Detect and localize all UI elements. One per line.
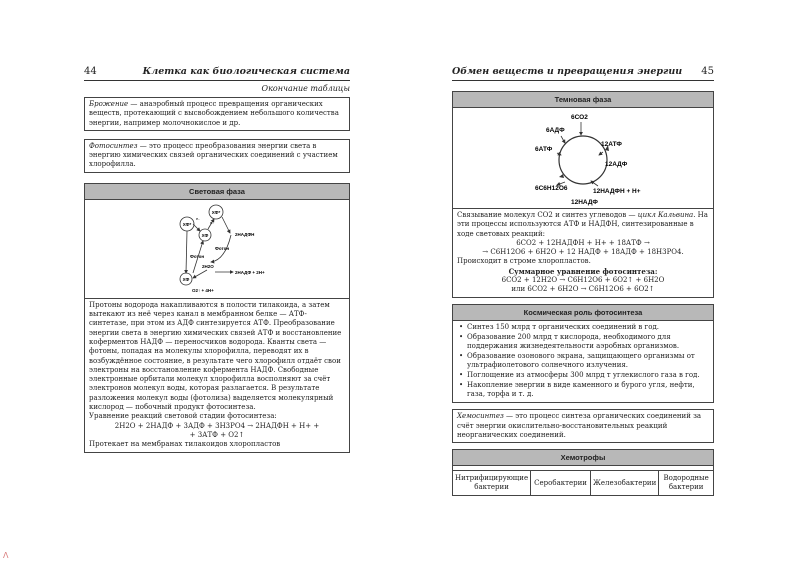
light-phase-description	[85, 299, 349, 452]
fermentation-text: — анаэробный процесс превращения органических веществ, протекающий с высвобождением небольшого количества энергии, например молочнокислое и др.	[89, 100, 339, 127]
table-cell: Водородные бактерии	[659, 471, 713, 496]
table-cell: Серобактерии	[531, 471, 591, 496]
adp12-label: 12АДФ	[605, 161, 628, 168]
dark-phase-title: Темновая фаза	[453, 92, 713, 108]
photosynthesis-definition	[84, 139, 350, 173]
dark-phase-text-1: Связывание молекул СО2 и синтез углеводов —	[457, 211, 638, 219]
cosmic-role-section	[452, 304, 714, 404]
cosmic-role-title: Космическая роль фотосинтеза	[453, 305, 713, 321]
adp-label: 6АДФ	[546, 127, 565, 134]
dark-equation-line2: → С6Н12О6 + 6Н2О + 12 НАДФ + 18АДФ + 18Н3РО4.	[482, 248, 684, 257]
dark-phase-text	[457, 211, 709, 239]
light-equation-intro: Уравнение реакций световой стадии фотосинтеза:	[89, 412, 277, 421]
dark-phase-section	[452, 91, 714, 298]
chemotrophs-table	[453, 470, 713, 495]
list-item: • Образование озонового экрана, защищающего организмы от ультрафиолетового солнечного излучения.	[467, 352, 709, 370]
photon-label-1: Фотон	[215, 245, 230, 251]
chemosynthesis-text: — это процесс синтеза органических соединений за счёт энергии окислительно-восстановительных реакций неорганических соединений.	[457, 412, 702, 440]
running-head-title: Клетка как биологическая система	[142, 66, 350, 77]
dark-phase-description	[453, 209, 713, 297]
photosynthesis-term: Фотосинтез	[89, 141, 138, 150]
right-page	[452, 60, 714, 502]
light-phase-text: Протоны водорода накапливаются в полости тилакоида, а затем вытекают из неё через канал в мембранном белке — АТФ-синтетазе, при этом из АДФ синтезируется АТФ. Преобразование энергии света в энергию химических связей АТФ и восстановление коферментов НАДФ — переносчиков водорода. Кванты света — фотоны, попадая на молекулы хлорофилла, переводят их в возбуждённое состояние, в результате чего хлорофилл отдаёт свои электроны на восстановление кофермента НАДФ. Свободные электронные орбитали молекул хлорофилла восполняют за счёт электронов молекул воды, которая разлагается. В результате разложения молекул воды (фотолиза) выделяется молекулярный кислород — побочный продукт фотосинтеза.	[89, 300, 342, 412]
xf-label-3: ХФ	[182, 276, 190, 282]
light-phase-diagram	[85, 200, 349, 299]
light-equation-line1: 2Н2О + 2НАДФ + 3АДФ + 3Н3РО4 → 2НАДФН + Н+ +	[114, 421, 320, 430]
summary-equation-2: или 6СО2 + 6Н2О → С6Н12О6 + 6О2↑	[511, 285, 655, 294]
chemosynthesis-definition	[452, 409, 714, 443]
atp12-label: 12АТФ	[601, 141, 622, 148]
chemotrophs-section	[452, 449, 714, 496]
electron-label-2: е-	[210, 219, 214, 225]
electron-label-1: е-	[196, 215, 200, 221]
photosynthesis-text: — это процесс преобразования энергии света в энергию химических связей органических соединений с участием хлорофилла.	[89, 141, 338, 169]
calvin-cycle-diagram	[453, 108, 713, 209]
co2-label: 6СО2	[571, 114, 588, 121]
summary-equation-1: 6СО2 + 12Н2О → С6Н12О6 + 6О2↑ + 6Н2О	[501, 276, 665, 285]
light-phase-location: Протекает на мембранах тилакоидов хлоропластов	[89, 440, 281, 449]
atp6-label: 6АТФ	[535, 146, 553, 153]
xf-label-top: ХФ*	[211, 209, 221, 215]
water-label: 2Н2О	[202, 263, 214, 269]
photon-label-2: Фотон	[190, 253, 205, 259]
calvin-cycle-term: цикл Кальвина	[637, 211, 694, 219]
corner-mark: Λ	[3, 551, 9, 560]
dark-phase-text-2: . На эти процессы используются АТФ и НАДФН, синтезированные в ходе световых реакций:	[457, 211, 708, 238]
light-equation-line2: + 3АТФ + О2↑	[189, 430, 245, 439]
fermentation-term: Брожение	[89, 100, 129, 108]
nadph-label: 2НАДФН	[235, 231, 255, 237]
summary-equation-title: Суммарное уравнение фотосинтеза:	[508, 266, 658, 276]
light-phase-title: Световая фаза	[85, 184, 349, 200]
left-running-header	[84, 60, 350, 81]
calvin-cycle-ring	[559, 136, 607, 184]
table-continuation-label: Окончание таблицы	[261, 84, 350, 93]
table-cell: Железобактерии	[591, 471, 659, 496]
glucose-label: 6С6Н12О6	[535, 185, 568, 192]
list-item: • Синтез 150 млрд т органических соединений в год.	[467, 323, 709, 332]
left-page	[84, 60, 350, 459]
nadph12-label: 12НАДФН + Н+	[593, 188, 641, 195]
list-item: • Образование 200 млрд т кислорода, необходимого для поддержания жизнедеятельности аэробных организмов.	[467, 333, 709, 351]
page-number: 45	[701, 66, 714, 77]
xf-label-1: ХФ*	[182, 221, 192, 227]
running-head-title: Обмен веществ и превращения энергии	[452, 66, 683, 77]
nadp-label: 2НАДФ + 2Н+	[235, 269, 265, 275]
light-phase-scheme	[85, 200, 349, 298]
right-running-header	[452, 60, 714, 81]
cosmic-role-list	[457, 323, 709, 400]
fermentation-definition	[84, 97, 350, 131]
chemotrophs-title: Хемотрофы	[453, 450, 713, 466]
chemosynthesis-term: Хемосинтез	[457, 412, 504, 421]
list-item: • Накопление энергии в виде каменного и бурого угля, нефти, газа, торфа и т. д.	[467, 381, 709, 399]
table-row	[453, 471, 713, 496]
light-phase-section	[84, 183, 350, 453]
oxygen-label: О2↑ + 4Н+	[192, 287, 214, 293]
list-item: • Поглощение из атмосферы 300 млрд т углекислого газа в год.	[467, 371, 709, 380]
dark-phase-location: Происходит в строме хлоропластов.	[457, 257, 591, 266]
dark-equation-line1: 6СО2 + 12НАДФН + Н+ + 18АТФ →	[516, 238, 650, 247]
cosmic-role-body	[453, 321, 713, 403]
page-number: 44	[84, 66, 97, 77]
calvin-cycle-scheme	[453, 108, 713, 208]
nadp12-label: 12НАДФ	[571, 199, 598, 206]
xf-label-2: ХФ	[201, 232, 209, 238]
table-cell: Нитрифицирующие бактерии	[453, 471, 531, 496]
